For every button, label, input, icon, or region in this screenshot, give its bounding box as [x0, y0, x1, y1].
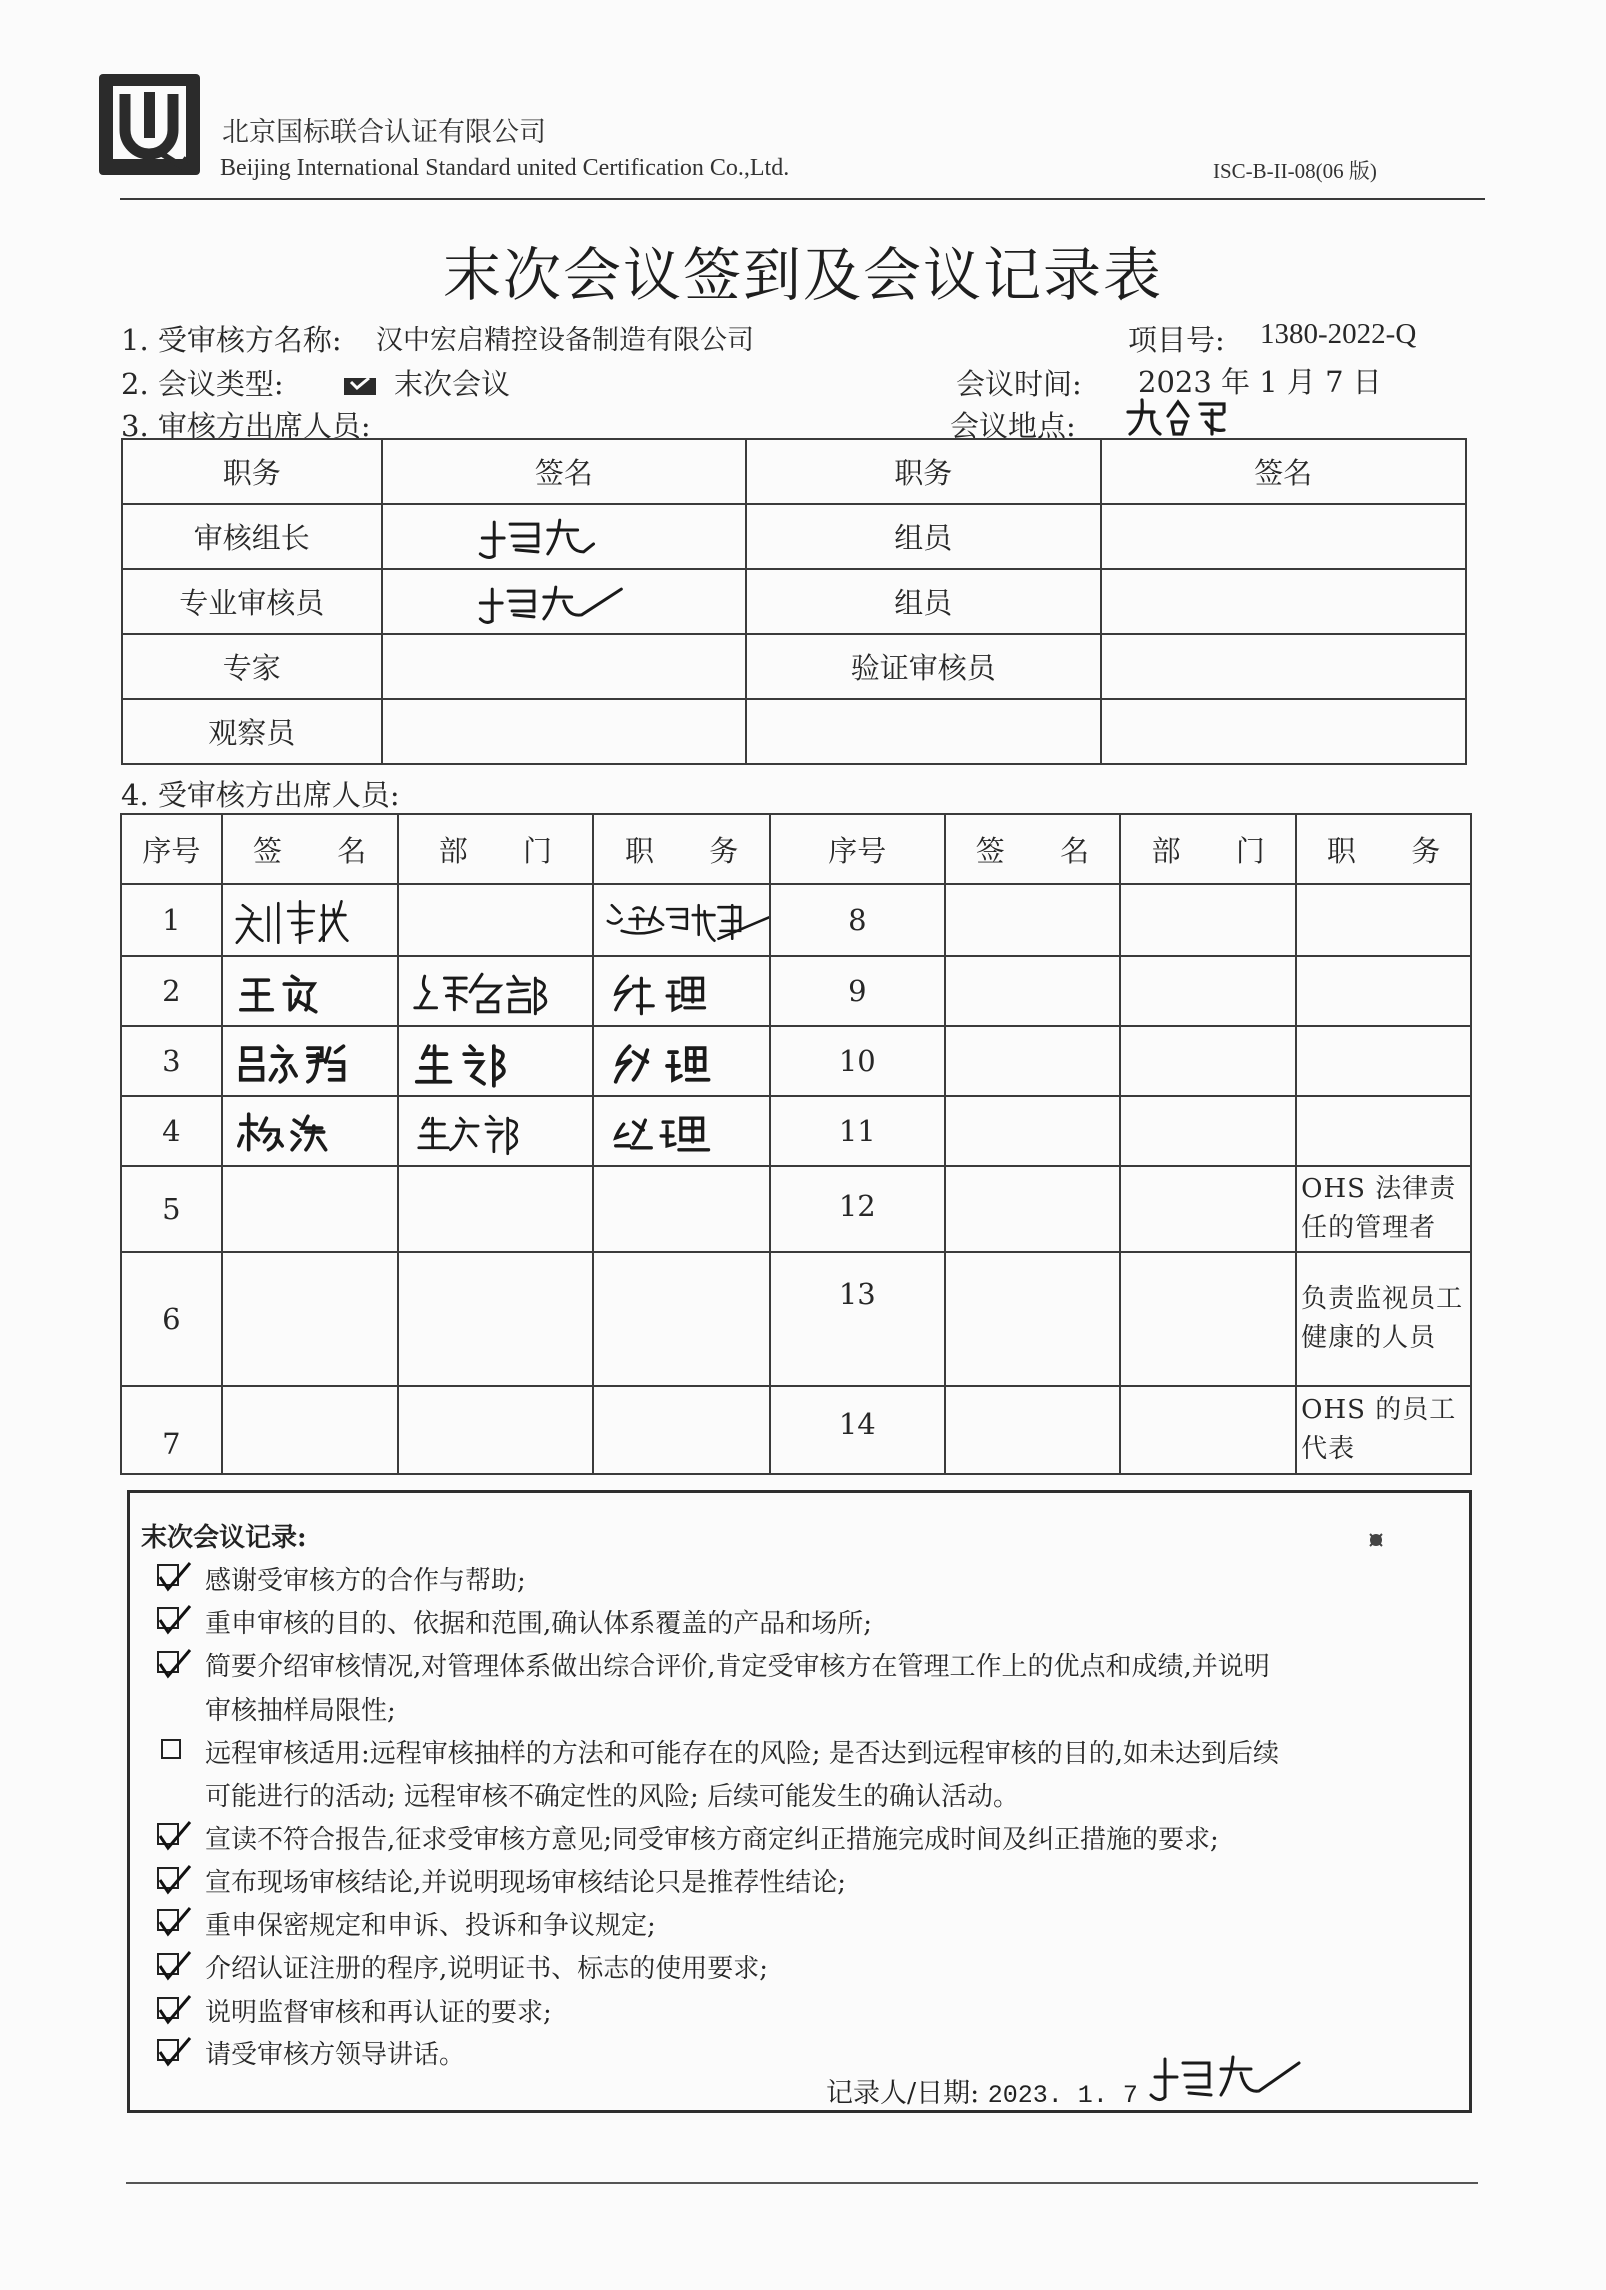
project-number: 1380-2022-Q — [1260, 318, 1417, 350]
signature-cell — [945, 956, 1121, 1026]
handwritten-signature — [223, 1032, 397, 1090]
signature-cell — [1101, 634, 1466, 699]
signature-cell — [222, 1026, 398, 1096]
col-header-role: 职 务 — [593, 814, 770, 884]
signature-cell — [945, 1166, 1121, 1252]
auditors-label: 3. 审核方出席人员: — [121, 409, 371, 443]
department-cell — [398, 1386, 594, 1474]
auditee-name: 汉中宏启精控设备制造有限公司 — [376, 325, 754, 356]
record-item: 重申保密规定和申诉、投诉和争议规定; — [205, 1911, 656, 1941]
signature-cell — [222, 1096, 398, 1166]
record-item: 简要介绍审核情况,对管理体系做出综合评价,肯定受审核方在管理工作上的优点和成绩,并说明 — [205, 1652, 1270, 1682]
role-cell — [593, 884, 770, 956]
department-cell — [1120, 956, 1296, 1026]
role-cell: 审核组长 — [122, 504, 382, 569]
signature-cell — [945, 1026, 1121, 1096]
row-number: 1 — [121, 884, 222, 956]
meeting-time-label: 会议时间: — [956, 367, 1082, 401]
department-cell — [1120, 1166, 1296, 1252]
role-cell — [593, 1166, 770, 1252]
signature-cell — [945, 884, 1121, 956]
signature-cell — [222, 884, 398, 956]
department-cell — [1120, 1386, 1296, 1474]
department-cell — [398, 1166, 594, 1252]
record-item: 远程审核适用:远程审核抽样的方法和可能存在的风险; 是否达到远程审核的目的,如未达到后续 — [205, 1739, 1280, 1769]
record-item: 宣布现场审核结论,并说明现场审核结论只是推荐性结论; — [205, 1868, 847, 1898]
handwritten-signature — [223, 962, 397, 1020]
page-title: 末次会议签到及会议记录表 — [442, 241, 1163, 309]
row-number: 4 — [121, 1096, 222, 1166]
col-header-department: 部 门 — [1120, 814, 1296, 884]
table-row — [121, 1386, 1471, 1474]
department-cell — [398, 1026, 594, 1096]
col-header-number: 序号 — [121, 814, 222, 884]
recorder-label-text: 记录人/日期: — [826, 2078, 980, 2109]
signature-cell — [222, 1386, 398, 1474]
isc-logo-icon — [97, 72, 202, 180]
col-header-signature: 签 名 — [222, 814, 398, 884]
department-cell — [1120, 1252, 1296, 1386]
role-cell: OHS 法律责任的管理者 — [1296, 1166, 1471, 1252]
col-header-number: 序号 — [770, 814, 945, 884]
handwritten-role — [594, 891, 769, 949]
department-cell — [398, 956, 594, 1026]
record-item: 宣读不符合报告,征求受审核方意见;同受审核方商定纠正措施完成时间及纠正措施的要求; — [205, 1825, 1219, 1855]
role-cell — [1296, 1026, 1471, 1096]
role-cell — [593, 956, 770, 1026]
handwritten-signature — [223, 891, 397, 949]
role-cell — [746, 699, 1100, 764]
row-number: 14 — [770, 1386, 945, 1474]
document-code: ISC-B-II-08(06 版) — [1213, 159, 1377, 183]
signature-cell — [1101, 504, 1466, 569]
header-divider — [120, 198, 1485, 200]
department-cell — [1120, 884, 1296, 956]
role-cell: OHS 的员工代表 — [1296, 1386, 1471, 1474]
role-cell — [593, 1386, 770, 1474]
handwritten-meeting-place — [1122, 392, 1232, 442]
signature-cell — [1101, 699, 1466, 764]
auditor-attendance-table — [121, 438, 1467, 765]
row-number: 10 — [770, 1026, 945, 1096]
role-cell — [593, 1096, 770, 1166]
signature-cell — [382, 634, 746, 699]
signature-cell — [222, 956, 398, 1026]
col-header-department: 部 门 — [398, 814, 594, 884]
signature-cell — [222, 1166, 398, 1252]
role-cell: 观察员 — [122, 699, 382, 764]
table-row — [121, 1096, 1471, 1166]
role-cell — [593, 1026, 770, 1096]
role-cell — [593, 1252, 770, 1386]
role-cell: 组员 — [746, 504, 1100, 569]
row-number: 3 — [121, 1026, 222, 1096]
row-number: 2 — [121, 956, 222, 1026]
handwritten-role — [594, 962, 769, 1020]
department-cell — [398, 884, 594, 956]
auditee-attendees-label: 4. 受审核方出席人员: — [121, 778, 400, 812]
col-header-signature: 签名 — [1101, 439, 1466, 504]
role-cell: 验证审核员 — [746, 634, 1100, 699]
signature-cell — [222, 1252, 398, 1386]
record-item-continued: 审核抽样局限性; — [205, 1696, 396, 1726]
row-number: 13 — [770, 1252, 945, 1386]
meeting-record-title: 末次会议记录: — [141, 1523, 307, 1553]
row-number: 9 — [770, 956, 945, 1026]
project-label: 项目号: — [1128, 323, 1225, 357]
handwritten-department — [399, 962, 593, 1020]
row-number: 8 — [770, 884, 945, 956]
row-number: 5 — [121, 1166, 222, 1252]
signature-cell — [382, 504, 746, 569]
handwritten-department — [399, 1032, 593, 1090]
meeting-place-label: 会议地点: — [950, 409, 1076, 443]
role-cell — [1296, 884, 1471, 956]
recorder-label — [826, 2071, 1138, 2110]
department-cell — [398, 1252, 594, 1386]
company-name-en: Beijing International Standard united Certification Co.,Ltd. — [220, 155, 790, 181]
role-cell — [1296, 1096, 1471, 1166]
row-number: 7 — [121, 1386, 222, 1474]
department-cell — [1120, 1096, 1296, 1166]
table-row — [121, 1026, 1471, 1096]
signature-cell — [945, 1252, 1121, 1386]
recorder-date: 2023. 1. 7 — [987, 2081, 1138, 2110]
signature-cell — [382, 699, 746, 764]
record-item: 请受审核方领导讲话。 — [205, 2040, 466, 2070]
auditee-attendance-table — [120, 813, 1472, 1475]
signature-cell — [1101, 569, 1466, 634]
role-cell: 负责监视员工健康的人员 — [1296, 1252, 1471, 1386]
table-row — [121, 1166, 1471, 1252]
role-cell: 组员 — [746, 569, 1100, 634]
row-number: 11 — [770, 1096, 945, 1166]
department-cell — [398, 1096, 594, 1166]
checked-box-icon — [343, 374, 377, 396]
ink-spot — [1366, 1530, 1386, 1550]
record-item: 介绍认证注册的程序,说明证书、标志的使用要求; — [205, 1954, 769, 1984]
table-row — [121, 884, 1471, 956]
handwritten-role — [594, 1102, 769, 1160]
auditee-label: 1. 受审核方名称: — [121, 323, 342, 357]
row-number: 6 — [121, 1252, 222, 1386]
record-item-continued: 可能进行的活动; 远程审核不确定性的风险; 后续可能发生的确认活动。 — [205, 1782, 1020, 1812]
meeting-type-label: 2. 会议类型: — [121, 367, 284, 401]
signature-cell — [382, 569, 746, 634]
col-header-role: 职 务 — [1296, 814, 1471, 884]
handwritten-role — [594, 1032, 769, 1090]
handwritten-department — [399, 1102, 593, 1160]
col-header-signature: 签名 — [382, 439, 746, 504]
table-row — [121, 1252, 1471, 1386]
record-item: 感谢受审核方的合作与帮助; — [205, 1566, 526, 1596]
meeting-time-value: 2023 年 1 月 7 日 — [1138, 365, 1382, 399]
table-row — [121, 956, 1471, 1026]
record-item: 重申审核的目的、依据和范围,确认体系覆盖的产品和场所; — [205, 1609, 873, 1639]
footer-divider — [126, 2182, 1478, 2184]
col-header-signature: 签 名 — [945, 814, 1121, 884]
handwritten-signature-leader — [383, 508, 745, 566]
signature-cell — [945, 1386, 1121, 1474]
col-header-role: 职务 — [746, 439, 1100, 504]
handwritten-signature — [223, 1102, 397, 1160]
department-cell — [1120, 1026, 1296, 1096]
role-cell — [1296, 956, 1471, 1026]
signature-cell — [945, 1096, 1121, 1166]
meeting-type-value: 末次会议 — [394, 367, 511, 401]
role-cell: 专业审核员 — [122, 569, 382, 634]
handwritten-signature-professional — [383, 573, 745, 631]
row-number: 12 — [770, 1166, 945, 1252]
handwritten-recorder-signature — [1145, 2043, 1305, 2113]
company-name-cn: 北京国标联合认证有限公司 — [222, 117, 546, 148]
role-cell: 专家 — [122, 634, 382, 699]
record-item: 说明监督审核和再认证的要求; — [205, 1998, 552, 2028]
col-header-role: 职务 — [122, 439, 382, 504]
